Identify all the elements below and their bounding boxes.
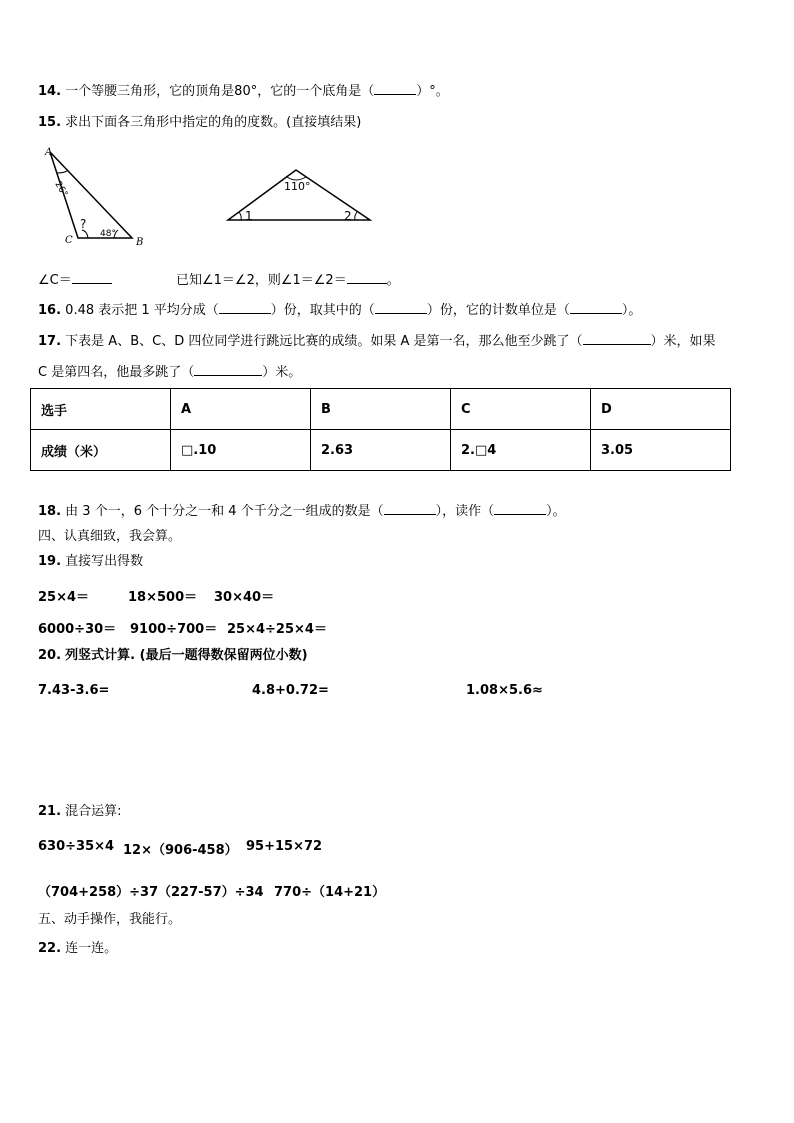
- answer-blank-2[interactable]: [494, 502, 546, 515]
- question-15: [38, 114, 361, 132]
- question-number: 19.: [38, 554, 62, 569]
- question-number: 22.: [38, 941, 62, 956]
- vertex-a-label: A: [45, 147, 53, 158]
- long-jump-scores-table: [30, 388, 731, 471]
- question-text: 求出下面各三角形中指定的角的度数。(直接填结果): [65, 115, 362, 130]
- calc-item: 95+15×72: [246, 839, 323, 854]
- top-angle-value: 110°: [284, 180, 311, 193]
- question-text: 混合运算:: [65, 804, 122, 819]
- vertex-b-label: B: [136, 237, 144, 248]
- answer-blank-1[interactable]: [219, 301, 271, 314]
- question-text: 一个等腰三角形，它的顶角是80°，它的一个底角是（: [65, 84, 375, 99]
- calc-item: （227-57）÷34: [158, 885, 264, 900]
- question-text-c: ）份，它的计数单位是（: [426, 303, 570, 318]
- question-15-answer-2: [176, 271, 400, 290]
- triangle-figure-1: [30, 142, 160, 254]
- answer-blank-2[interactable]: [375, 301, 427, 314]
- answer-blank[interactable]: [374, 82, 416, 95]
- q21-row-2: [38, 881, 438, 899]
- vertex-c-label: C: [65, 235, 73, 246]
- question-text-a: 0.48 表示把 1 平均分成（: [65, 303, 219, 318]
- question-number: 15.: [38, 115, 62, 130]
- triangle-figure-2: [220, 160, 380, 228]
- answer-end: 。: [386, 273, 400, 288]
- table-cell: □.10: [171, 430, 311, 471]
- angle-a-arc: [57, 170, 68, 173]
- angle-1-arc: [239, 212, 241, 220]
- question-text: 列竖式计算. (最后一题得数保留两位小数): [65, 648, 308, 663]
- question-text-d: ）米。: [262, 365, 302, 380]
- angle-c-arc: [82, 230, 88, 238]
- question-text: 直接写出得数: [65, 554, 144, 569]
- table-cell: 成绩（米）: [31, 430, 171, 471]
- answer-blank[interactable]: [347, 271, 387, 284]
- question-19: [38, 553, 143, 571]
- question-number: 18.: [38, 504, 62, 519]
- table-cell: A: [171, 389, 311, 430]
- calc-item: 770÷（14+21）: [274, 885, 386, 900]
- question-22: [38, 940, 117, 958]
- question-text: 连一连。: [65, 941, 118, 956]
- calc-item: 25×4＝: [38, 590, 90, 605]
- question-text-b: ）米，如果: [650, 334, 716, 349]
- table-cell: B: [311, 389, 451, 430]
- table-cell: D: [591, 389, 731, 430]
- calc-item: 630÷35×4: [38, 839, 115, 854]
- table-cell: C: [451, 389, 591, 430]
- question-text-c: C 是第四名，他最多跳了（: [38, 365, 195, 380]
- question-text-end: ）°。: [416, 84, 449, 99]
- question-17-line-2: [38, 363, 301, 382]
- question-text-a: 下表是 A、B、C、D 四位同学进行跳远比赛的成绩。如果 A 是第一名，那么他至少跳了（: [65, 334, 583, 349]
- table-header-row: [31, 389, 731, 430]
- calc-item: 9100÷700＝: [130, 622, 218, 637]
- question-17-line-1: [38, 332, 716, 351]
- answer-blank-1[interactable]: [384, 502, 436, 515]
- unknown-angle-mark: ?: [80, 217, 87, 231]
- table-cell: 选手: [31, 389, 171, 430]
- q20-row: [38, 683, 598, 701]
- question-text-c: ）。: [546, 504, 566, 519]
- table-cell: 2.63: [311, 430, 451, 471]
- answer-blank-2[interactable]: [194, 363, 262, 376]
- angle-a-value: 26°: [52, 179, 70, 199]
- question-number: 20.: [38, 648, 62, 663]
- question-number: 17.: [38, 334, 62, 349]
- answer-blank[interactable]: [72, 271, 112, 284]
- question-14: [38, 82, 449, 101]
- table-cell: 2.□4: [451, 430, 591, 471]
- angle-2-arc: [355, 212, 357, 220]
- angle-1-label: 1: [245, 209, 253, 223]
- q21-row-1: [38, 839, 438, 857]
- angle-b-value: 48°: [100, 229, 116, 239]
- table-cell: 3.05: [591, 430, 731, 471]
- section-4-heading: 四、认真细致，我会算。: [38, 529, 182, 544]
- question-16: [38, 301, 641, 320]
- answer-prompt: 已知∠1＝∠2，则∠1＝∠2＝: [176, 273, 347, 288]
- calc-item: 25×4÷25×4＝: [227, 622, 327, 637]
- question-number: 14.: [38, 84, 62, 99]
- question-21: [38, 803, 122, 821]
- answer-prompt: ∠C＝: [38, 273, 72, 288]
- question-number: 21.: [38, 804, 62, 819]
- q19-row-1: [38, 586, 438, 604]
- question-20: [38, 647, 308, 665]
- calc-item: 12×（906-458）: [123, 843, 238, 858]
- question-text-b: ），读作（: [435, 504, 495, 519]
- table-row: [31, 430, 731, 471]
- calc-item: 18×500＝: [128, 590, 198, 605]
- question-text-d: ）。: [621, 303, 642, 318]
- calc-item: （704+258）÷37: [38, 885, 159, 900]
- section-5-heading: 五、动手操作，我能行。: [38, 912, 182, 927]
- calc-item: 7.43-3.6=: [38, 683, 110, 698]
- calc-item: 30×40＝: [214, 590, 275, 605]
- answer-blank-3[interactable]: [570, 301, 622, 314]
- question-15-answer-1: [38, 271, 112, 290]
- question-18: [38, 502, 566, 521]
- question-text-a: 由 3 个一，6 个十分之一和 4 个千分之一组成的数是（: [65, 504, 384, 519]
- question-text-b: ）份，取其中的（: [270, 303, 375, 318]
- calc-item: 4.8+0.72=: [252, 683, 329, 698]
- calc-item: 6000÷30＝: [38, 622, 117, 637]
- answer-blank-1[interactable]: [583, 332, 651, 345]
- question-number: 16.: [38, 303, 62, 318]
- q19-row-2: [38, 618, 438, 636]
- calc-item: 1.08×5.6≈: [466, 683, 543, 698]
- angle-2-label: 2: [344, 209, 352, 223]
